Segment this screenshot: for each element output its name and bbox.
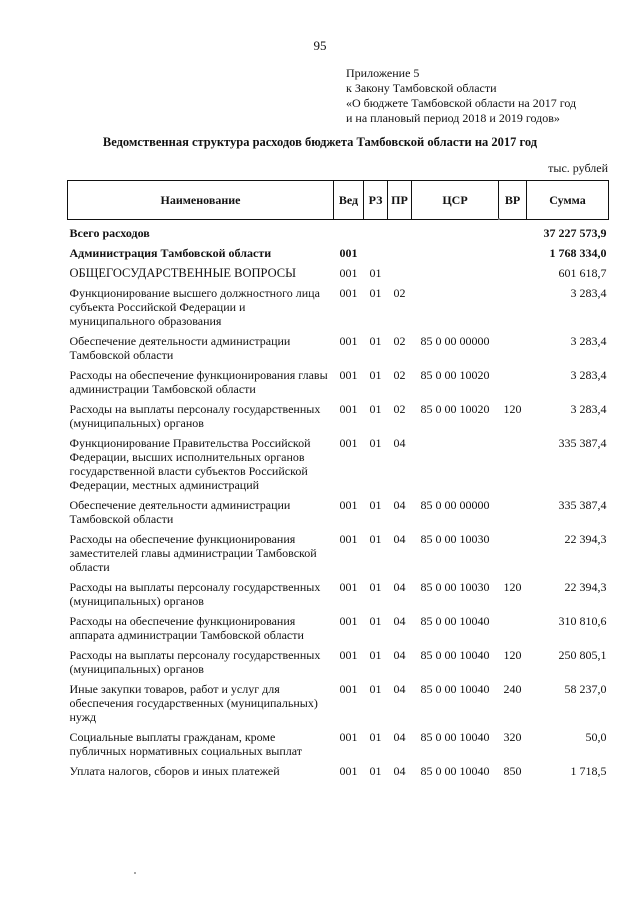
cell-vr [499, 611, 527, 645]
cell-pr: 04 [393, 614, 406, 628]
cell-csr: 85 0 00 10020 [420, 402, 490, 416]
cell-rz: 01 [369, 532, 382, 546]
cell-vr: 850 [503, 764, 522, 778]
cell-ved: 001 [339, 580, 358, 594]
table-row [68, 761, 609, 781]
cell-sum: 3 283,4 [570, 286, 607, 300]
cell-vr: 240 [503, 682, 522, 696]
cell-vr [499, 433, 527, 495]
cell-sum: 22 394,3 [564, 532, 607, 546]
table-row [68, 433, 609, 495]
cell-pr [388, 243, 412, 263]
cell-csr [412, 283, 499, 331]
table-row [68, 611, 609, 645]
cell-pr: 02 [393, 334, 406, 348]
cell-name: Функционирование Правительства Российской Федерации, высших исполнительных органов государственной власти субъектов Российской Федерации, местных администраций [69, 436, 311, 492]
cell-rz: 01 [369, 436, 382, 450]
cell-pr: 04 [393, 580, 406, 594]
cell-vr [499, 283, 527, 331]
cell-ved: 001 [339, 436, 358, 450]
cell-rz [364, 243, 388, 263]
table-header-row [68, 181, 609, 220]
cell-sum: 37 227 573,9 [543, 226, 607, 240]
cell-ved: 001 [339, 764, 358, 778]
cell-sum: 335 387,4 [558, 498, 607, 512]
appendix-note [346, 66, 576, 126]
cell-rz: 01 [369, 730, 382, 744]
cell-ved: 001 [339, 286, 358, 300]
table-row [68, 679, 609, 727]
cell-rz [364, 220, 388, 244]
cell-ved: 001 [339, 532, 358, 546]
cell-csr: 85 0 00 10040 [420, 648, 490, 662]
cell-sum: 1 768 334,0 [549, 246, 607, 260]
cell-pr: 04 [393, 648, 406, 662]
cell-rz: 01 [369, 266, 382, 280]
cell-ved: 001 [339, 246, 358, 260]
cell-sum: 1 718,5 [570, 764, 607, 778]
header-csr: ЦСР [412, 181, 499, 220]
cell-ved: 001 [339, 402, 358, 416]
cell-csr: 85 0 00 00000 [420, 498, 490, 512]
cell-rz: 01 [369, 498, 382, 512]
header-rz: РЗ [364, 181, 388, 220]
cell-sum: 601 618,7 [558, 266, 607, 280]
appendix-line: и на плановый период 2018 и 2019 годов» [346, 111, 560, 125]
header-ved: Вед [334, 181, 364, 220]
page-number: 95 [313, 38, 327, 53]
cell-name: Социальные выплаты гражданам, кроме публичных нормативных социальных выплат [69, 730, 303, 758]
cell-ved: 001 [339, 648, 358, 662]
cell-pr: 04 [393, 764, 406, 778]
cell-pr [388, 220, 412, 244]
table-row [68, 243, 609, 263]
appendix-line: к Закону Тамбовской области [346, 81, 497, 95]
cell-csr: 85 0 00 10020 [420, 368, 490, 382]
cell-csr: 85 0 00 10030 [420, 532, 490, 546]
cell-name: Расходы на выплаты персоналу государственных (муниципальных) органов [69, 580, 321, 608]
cell-ved: 001 [339, 266, 358, 280]
cell-vr [499, 529, 527, 577]
table-row [68, 645, 609, 679]
cell-csr [412, 433, 499, 495]
table-body [68, 220, 609, 782]
cell-csr [412, 220, 499, 244]
cell-name: Расходы на выплаты персоналу государственных (муниципальных) органов [69, 648, 321, 676]
cell-sum: 310 810,6 [558, 614, 607, 628]
cell-ved: 001 [339, 498, 358, 512]
cell-rz: 01 [369, 682, 382, 696]
cell-sum: 22 394,3 [564, 580, 607, 594]
cell-csr: 85 0 00 10030 [420, 580, 490, 594]
document-title: Ведомственная структура расходов бюджета Тамбовской области на 2017 год [102, 135, 538, 149]
cell-ved: 001 [339, 682, 358, 696]
cell-csr: 85 0 00 10040 [420, 730, 490, 744]
cell-name: Иные закупки товаров, работ и услуг для обеспечения государственных (муниципальных) нужд [69, 682, 318, 724]
cell-csr [412, 243, 499, 263]
units-label: тыс. рублей [548, 161, 608, 175]
table-row [68, 283, 609, 331]
scan-speck [498, 218, 500, 220]
cell-sum: 3 283,4 [570, 368, 607, 382]
cell-pr [388, 263, 412, 283]
cell-pr: 04 [393, 730, 406, 744]
cell-vr: 320 [503, 730, 522, 744]
cell-name: Всего расходов [69, 226, 150, 240]
cell-vr [499, 220, 527, 244]
budget-table [67, 180, 609, 781]
cell-sum: 3 283,4 [570, 334, 607, 348]
cell-vr [499, 365, 527, 399]
cell-name: Расходы на обеспечение функционирования заместителей главы администрации Тамбовской области [69, 532, 317, 574]
scan-speck [134, 872, 136, 874]
cell-rz: 01 [369, 402, 382, 416]
cell-name: Расходы на обеспечение функционирования главы администрации Тамбовской области [69, 368, 328, 396]
cell-sum: 335 387,4 [558, 436, 607, 450]
appendix-line: «О бюджете Тамбовской области на 2017 год [346, 96, 577, 110]
cell-vr: 120 [503, 580, 522, 594]
table-row [68, 331, 609, 365]
cell-name: Обеспечение деятельности администрации Тамбовской области [69, 334, 291, 362]
cell-pr: 02 [393, 402, 406, 416]
cell-pr: 04 [393, 682, 406, 696]
cell-vr [499, 263, 527, 283]
appendix-line: Приложение 5 [346, 66, 420, 80]
cell-rz: 01 [369, 580, 382, 594]
cell-sum: 250 805,1 [558, 648, 607, 662]
cell-vr [499, 495, 527, 529]
header-name: Наименование [68, 181, 334, 220]
cell-csr: 85 0 00 10040 [420, 682, 490, 696]
cell-csr: 85 0 00 00000 [420, 334, 490, 348]
cell-vr: 120 [503, 402, 522, 416]
cell-sum: 58 237,0 [564, 682, 607, 696]
cell-ved: 001 [339, 614, 358, 628]
table-row [68, 263, 609, 283]
cell-sum: 50,0 [585, 730, 607, 744]
cell-pr: 04 [393, 498, 406, 512]
cell-csr [412, 263, 499, 283]
cell-sum: 3 283,4 [570, 402, 607, 416]
table-row [68, 495, 609, 529]
cell-vr: 120 [503, 648, 522, 662]
cell-ved: 001 [339, 334, 358, 348]
cell-pr: 02 [393, 368, 406, 382]
cell-name: ОБЩЕГОСУДАРСТВЕННЫЕ ВОПРОСЫ [69, 266, 297, 280]
cell-name: Администрация Тамбовской области [69, 246, 272, 260]
cell-pr: 04 [393, 532, 406, 546]
header-pr: ПР [388, 181, 412, 220]
table-row [68, 399, 609, 433]
cell-pr: 04 [393, 436, 406, 450]
table-row [68, 365, 609, 399]
cell-ved: 001 [339, 730, 358, 744]
header-vr: ВР [499, 181, 527, 220]
cell-vr [499, 243, 527, 263]
table-row [68, 577, 609, 611]
cell-pr: 02 [393, 286, 406, 300]
table-row [68, 220, 609, 244]
cell-ved [334, 220, 364, 244]
cell-ved: 001 [339, 368, 358, 382]
cell-name: Функционирование высшего должностного лица субъекта Российской Федерации и муниципального образования [69, 286, 320, 328]
cell-name: Обеспечение деятельности администрации Тамбовской области [69, 498, 291, 526]
cell-name: Уплата налогов, сборов и иных платежей [69, 764, 280, 778]
cell-rz: 01 [369, 648, 382, 662]
cell-rz: 01 [369, 614, 382, 628]
cell-vr [499, 331, 527, 365]
header-sum: Сумма [527, 181, 609, 220]
cell-name: Расходы на выплаты персоналу государственных (муниципальных) органов [69, 402, 321, 430]
table-row [68, 529, 609, 577]
cell-name: Расходы на обеспечение функционирования аппарата администрации Тамбовской области [69, 614, 304, 642]
cell-csr: 85 0 00 10040 [420, 614, 490, 628]
cell-rz: 01 [369, 286, 382, 300]
cell-rz: 01 [369, 368, 382, 382]
cell-rz: 01 [369, 334, 382, 348]
cell-rz: 01 [369, 764, 382, 778]
cell-csr: 85 0 00 10040 [420, 764, 490, 778]
table-row [68, 727, 609, 761]
